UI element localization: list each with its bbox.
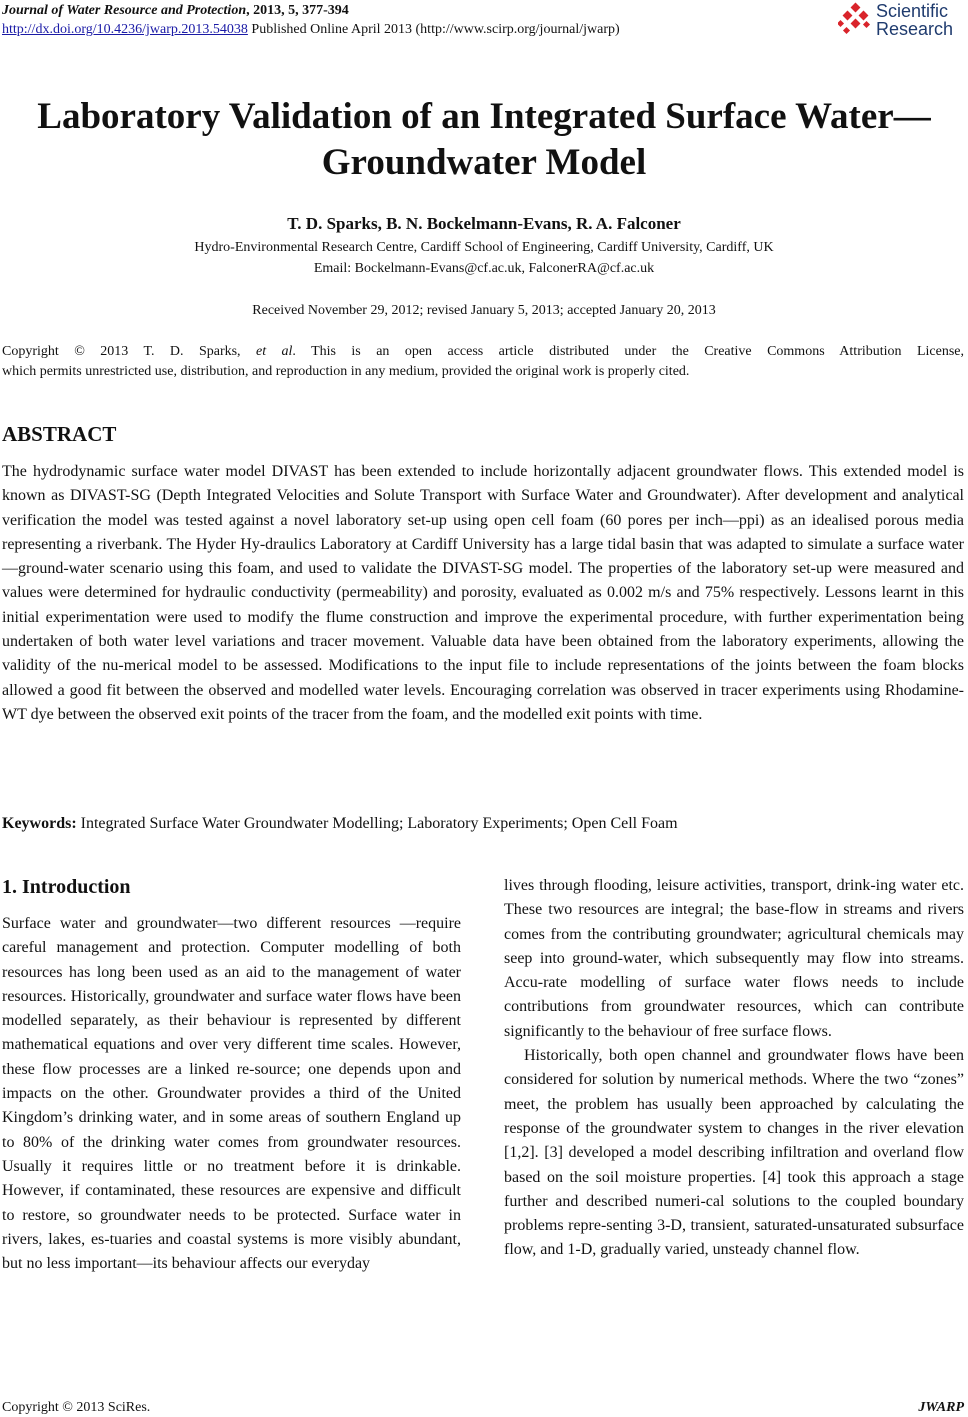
left-column xyxy=(2,874,461,1276)
abstract-text: The hydrodynamic surface water model DIVAST has been extended to include horizontally adjacent groundwater flows. This extended model is known as DIVAST-SG (Depth Integrated Velocities and Solute Transport with Surface Water and Groundwater). After development and analytical verification the model was tested against a novel laboratory set-up using open cell foam (60 pores per inch—ppi) as an idealised porous media representing a riverbank. The Hyder Hy-draulics Laboratory at Cardiff University has a large tidal basin that was adapted to simulate a surface water—ground-water scenario using this foam, and used to validate the DIVAST-SG model. The properties of the laboratory set-up were measured and values were determined for hydraulic conductivity (permeability) and porosity, evaluated as 0.002 m/s and 75% respectively. Lessons learnt in this initial experimentation were used to modify the flume construction and improve the experimental procedure, with further experimentation being undertaken of both water level variations and tracer movement. Valuable data have been obtained from the laboratory experiments, allowing the validity of the nu-merical model to be assessed. Modifications to the input file to include representations of the joints between the foam blocks allowed a good fit between the observed and modelled water levels. Encouraging correlation was observed in tracer experiments using Rhodamine-WT dye between the observed exit points of the tracer from the foam, and the modelled exit points with time. xyxy=(2,463,964,723)
paper-title: Laboratory Validation of an Integrated Surface Water— Groundwater Model xyxy=(37,96,931,183)
intro-paragraph-1: Surface water and groundwater—two different resources —require careful management and protection. Computer modelling of both resources has long been used as an aid to the management of water resources. Historically, groundwater and surface water flows have been modelled separately, as their behaviour is represented by different mathematical equations and over very different time scales. However, these flow processes are a linked re-source; one depends upon and impacts on the other. Groundwater provides a third of the United Kingdom’s drinking water, and in some areas of southern England up to 80% of the drinking water comes from groundwater resources. Usually it requires little or no treatment before it is drinkable. However, if contaminated, these resources are expensive and difficult to restore, so groundwater needs to be protected. Surface water in rivers, lakes, es-tuaries and coastal systems is more visibly abundant, but no less important—its behaviour affects our everyday xyxy=(2,915,461,1273)
intro-paragraph-1-continued: lives through flooding, leisure activities, transport, drink-ing water etc. These two resources are integral; the base-flow in streams and rivers comes from the contributing groundwater; agricultural chemicals may seep into ground-water, which subsequently may flow into streams. Accu-rate modelling of surface water flows needs to include contributions from groundwater resources, which can contribute significantly to the behaviour of free surface flows. xyxy=(504,877,964,1040)
authors: T. D. Sparks, B. N. Bockelmann-Evans, R. A. Falconer xyxy=(287,214,681,233)
doi-line xyxy=(2,21,620,39)
keywords-list: Integrated Surface Water Groundwater Modelling; Laboratory Experiments; Open Cell Foam xyxy=(76,815,678,832)
right-column xyxy=(504,874,964,1263)
footer-journal: JWARP xyxy=(918,1400,964,1415)
logo-diamond-icon xyxy=(838,2,874,40)
doi-link[interactable]: http://dx.doi.org/10.4236/jwarp.2013.54038 xyxy=(2,22,248,37)
intro-paragraph-2: Historically, both open channel and groundwater flows have been considered for solution by numerical methods. Where the two “zones” meet, the problem has usually been approached by calculating the response of the groundwater system to changes in the river elevation [1,2]. [3] developed a model describing infiltration and overland flow based on the soil moisture properties. [4] took this approach a stage further and described numeri-cal solutions to the coupled boundary problems repre-senting 3-D, transient, saturated-unsaturated subsurface flow, and 1-D, gradually varied, unsteady channel flow. xyxy=(504,1047,964,1259)
keywords xyxy=(2,813,678,835)
footer-copyright: Copyright © 2013 SciRes. xyxy=(2,1400,151,1415)
received-dates: Received November 29, 2012; revised January 5, 2013; accepted January 20, 2013 xyxy=(252,303,716,318)
email: Email: Bockelmann-Evans@cf.ac.uk, FalconerRA@cf.ac.uk xyxy=(313,261,655,276)
copyright-notice: Copyright © 2013 T. D. Sparks, et al. This is an open access article distributed under the Creative Commons Attribution License, which permits unrestricted use, distribution, and reproduction in any medium, provided the original work is properly cited. xyxy=(2,344,964,379)
affiliation: Hydro-Environmental Research Centre, Cardiff School of Engineering, Cardiff University, Cardiff, UK xyxy=(194,240,774,255)
keywords-label: Keywords: xyxy=(2,815,77,832)
abstract-heading: ABSTRACT xyxy=(2,422,117,446)
introduction-heading: 1. Introduction xyxy=(2,876,131,898)
journal-volume: , 2013, 5, 377-394 xyxy=(246,3,349,18)
journal-title: Journal of Water Resource and Protection xyxy=(2,3,247,18)
logo-text: Scientific Research xyxy=(876,1,954,39)
journal-header xyxy=(2,2,349,20)
published-online: Published Online April 2013 (http://www.scirp.org/journal/jwarp) xyxy=(247,22,620,37)
scientific-research-logo xyxy=(838,2,962,42)
